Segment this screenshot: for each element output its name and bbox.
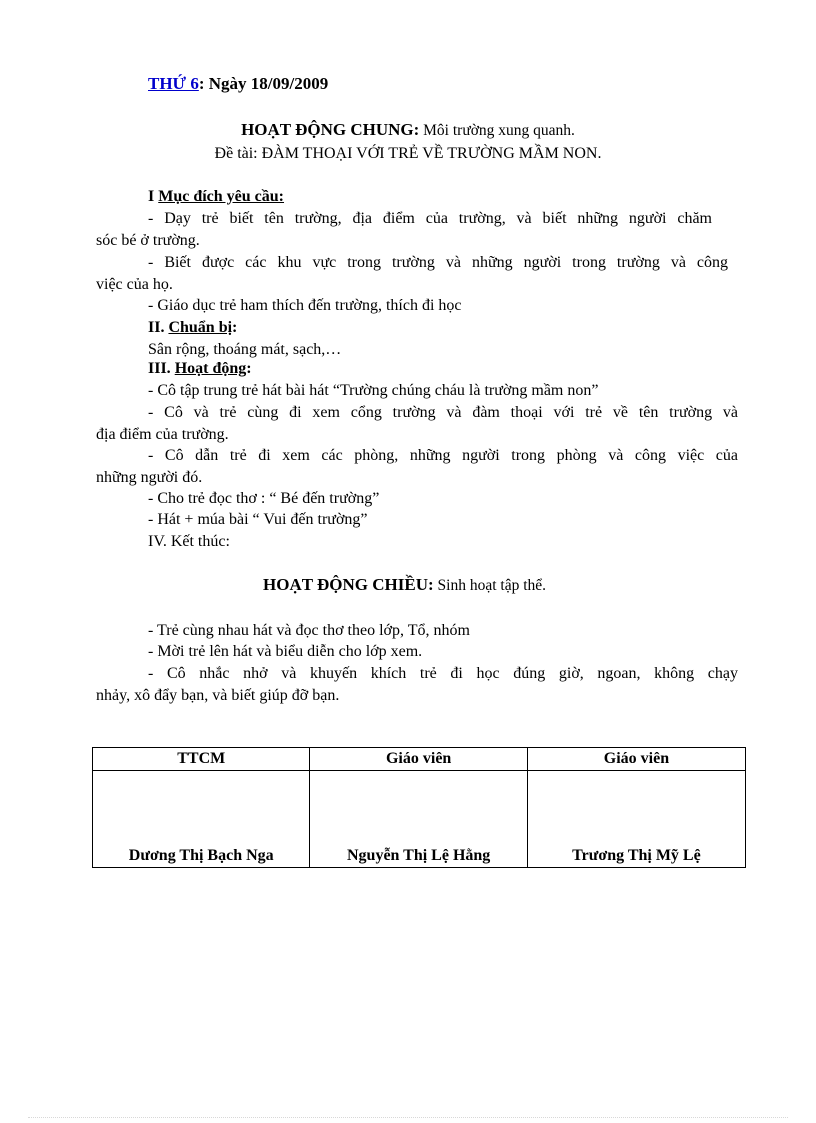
section2-prefix: II. bbox=[148, 319, 169, 336]
section3-prefix: III. bbox=[148, 360, 175, 377]
section3-item1: - Cô tập trung trẻ hát bài hát “Trường chúng cháu là trường mầm non” bbox=[148, 382, 599, 399]
section2-title: Chuẩn bị bbox=[168, 319, 233, 336]
section3-item2-line2: địa điểm của trường. bbox=[96, 426, 229, 443]
afternoon-item3-line2: nhảy, xô đẩy bạn, và biết giúp đỡ bạn. bbox=[96, 687, 340, 704]
afternoon-activity-heading bbox=[263, 575, 546, 595]
section1-item2-line2: việc của họ. bbox=[96, 276, 173, 293]
afternoon-item1: - Trẻ cùng nhau hát và đọc thơ theo lớp, Tổ, nhóm bbox=[148, 622, 470, 639]
signature-name-row bbox=[93, 771, 746, 868]
general-activity-label: HOẠT ĐỘNG CHUNG: bbox=[241, 120, 420, 139]
signature-name-ttcm: Dương Thị Bạch Nga bbox=[93, 771, 310, 868]
afternoon-activity-label: HOẠT ĐỘNG CHIỀU: bbox=[263, 575, 434, 594]
date-line bbox=[148, 74, 328, 94]
section3-item3-line2: những người đó. bbox=[96, 469, 203, 486]
signature-name-teacher-1: Nguyễn Thị Lệ Hằng bbox=[310, 771, 527, 868]
section1-item2-line1: - Biết được các khu vực trong trường và những người trong trường và công bbox=[148, 254, 728, 271]
section3-item4: - Cho trẻ đọc thơ : “ Bé đến trường” bbox=[148, 490, 380, 507]
signature-header-row bbox=[93, 748, 746, 771]
page-bottom-divider bbox=[28, 1117, 788, 1118]
section4-heading: IV. Kết thúc: bbox=[148, 533, 230, 550]
section3-item3-line1: - Cô dẫn trẻ đi xem các phòng, những người trong phòng và công việc của bbox=[148, 447, 738, 464]
section1-item1-line1: - Dạy trẻ biết tên trường, địa điểm của trường, và biết những người chăm bbox=[148, 210, 712, 227]
section1-title: Mục đích yêu cầu: bbox=[158, 188, 285, 205]
signature-header-ttcm: TTCM bbox=[93, 748, 310, 771]
section3-item5: - Hát + múa bài “ Vui đến trường” bbox=[148, 511, 368, 528]
general-activity-heading bbox=[0, 120, 816, 140]
signature-header-teacher-1: Giáo viên bbox=[310, 748, 527, 771]
section2-content: Sân rộng, thoáng mát, sạch,… bbox=[148, 341, 342, 358]
section1-heading bbox=[148, 186, 284, 208]
signature-header-teacher-2: Giáo viên bbox=[527, 748, 745, 771]
section3-title: Hoạt động bbox=[174, 360, 247, 377]
section2-colon: : bbox=[232, 319, 238, 336]
afternoon-item2: - Mời trẻ lên hát và biểu diễn cho lớp xem. bbox=[148, 643, 423, 660]
afternoon-activity-subject: Sinh hoạt tập thể. bbox=[433, 577, 547, 594]
section3-item2-line1: - Cô và trẻ cùng đi xem cổng trường và đàm thoại với trẻ về tên trường và bbox=[148, 404, 738, 421]
day-link[interactable]: THỨ 6 bbox=[148, 74, 199, 93]
section1-item1-line2: sóc bé ở trường. bbox=[96, 232, 200, 249]
signature-name-teacher-2: Trương Thị Mỹ Lệ bbox=[527, 771, 745, 868]
section1-item3: - Giáo dục trẻ ham thích đến trường, thích đi học bbox=[148, 297, 462, 314]
general-activity-subject: Môi trường xung quanh. bbox=[419, 122, 575, 139]
section1-prefix: I bbox=[148, 188, 159, 205]
section3-colon: : bbox=[246, 360, 252, 377]
topic-line: Đề tài: ĐÀM THOẠI VỚI TRẺ VỀ TRƯỜNG MẦM NON. bbox=[214, 145, 602, 162]
afternoon-item3-line1: - Cô nhắc nhở và khuyến khích trẻ đi học đúng giờ, ngoan, không chạy bbox=[148, 665, 738, 682]
date-text: : Ngày 18/09/2009 bbox=[198, 74, 329, 93]
section3-heading bbox=[148, 358, 252, 380]
signature-table bbox=[92, 747, 746, 868]
section2-heading bbox=[148, 317, 237, 339]
